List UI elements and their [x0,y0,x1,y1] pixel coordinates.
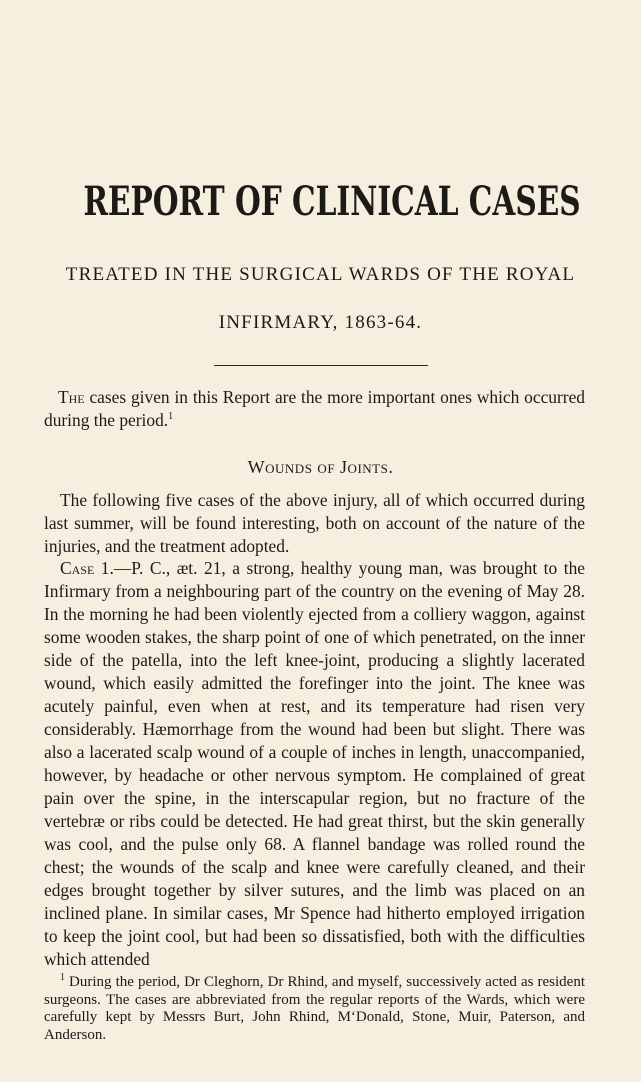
case-1-text: —P. C., æt. 21, a strong, healthy young man, was brought to the Infirmary from a neighbouring part of the country on the evening of May 28. In the morning he had been violently ejected from a colliery waggon, against some wooden stakes, the sharp point of one of which penetrated, on the inner side of the patella, into the left knee-joint, producing a slightly lacerated wound, which easily admitted the forefinger into the joint. The knee was acutely painful, even when at rest, and its temperature had risen very considerably. Hæmorrhage from the wound had been but slight. There was also a lacerated scalp wound of a couple of inches in length, unaccompanied, however, by headache or other nervous symptom. He complained of great pain over the spine, in the interscapular region, but no fracture of the vertebræ or ribs could be detected. He had great thirst, but the skin generally was cool, and the pulse only 68. A flannel bandage was rolled round the chest; the wounds of the scalp and knee were carefully cleaned, and their edges brought together by silver sutures, and the limb was placed on an inclined plane. In similar cases, Mr Spence had hitherto employed irrigation to keep the joint cool, but had been so dissatisfied, both with the difficulties which attended [44,558,585,969]
section-heading: Wounds of Joints. [247,457,394,477]
footnote-reference: 1 [168,411,174,423]
intro-first-word: The [58,387,85,407]
case-1-paragraph [44,557,585,971]
title-divider [214,365,428,366]
intro-case-paragraph: The following five cases of the above injury, all of which occurred during last summer, will be found interesting, both on account of the nature of the injuries, and the treatment adopted. [44,490,585,556]
page-title: REPORT OF CLINICAL CASES [83,178,581,225]
subtitle-line-1: TREATED IN THE SURGICAL WARDS OF THE ROYAL [65,264,576,285]
footnote [44,974,585,1044]
footnote-text: During the period, Dr Cleghorn, Dr Rhind, and myself, successively acted as resident surgeons. The cases are abbreviated from the regular reports of the Wards, which were carefully kept by Messrs Burt, John Rhind, M‘Donald, Stone, Muir, Paterson, and Anderson. [44,974,585,1043]
intro-text: cases given in this Report are the more important ones which occurred during the period. [44,387,585,430]
subtitle-line-2: INFIRMARY, 1863-64. [218,312,423,333]
intro-paragraph [44,386,585,432]
footnote-mark: 1 [60,972,65,983]
case-label: Case 1. [60,558,114,578]
